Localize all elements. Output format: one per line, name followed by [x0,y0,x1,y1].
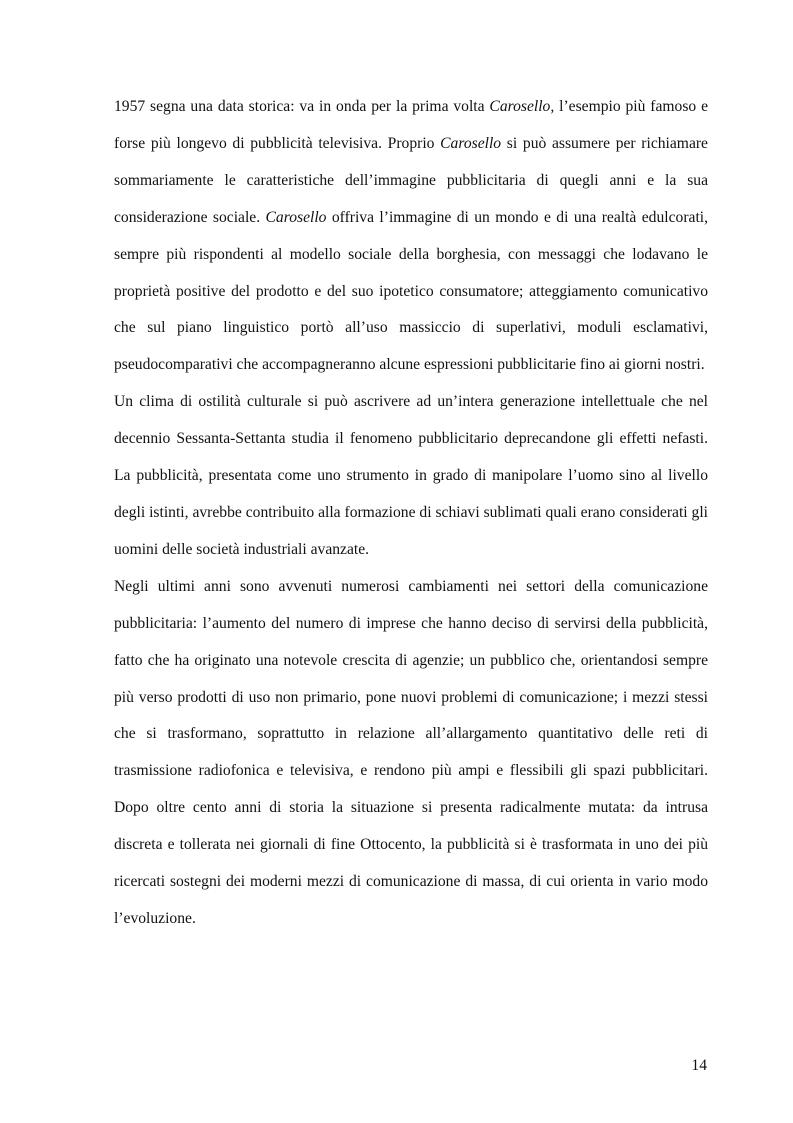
italic-title-carosello: Carosello [265,208,327,226]
body-text [114,89,708,938]
page-number: 14 [691,1057,707,1074]
text-run: l’esempio più famoso e forse più longevo di pubblicità televisiva. Proprio [114,98,708,152]
paragraph-ostilita-culturale [114,384,708,569]
text-run: si può assumere per richiamare sommariamente le caratteristiche dell’immagine pubblicitaria di quegli anni e la sua considerazione sociale. [114,134,708,226]
italic-title-carosello: Carosello, [489,98,555,115]
paragraph-cambiamenti [114,569,708,938]
text-run: Negli ultimi anni sono avvenuti numerosi cambiamenti nei settori della comunicazione pubblicitaria: l’aumento del numero di imprese che hanno deciso di servirsi della pubblicità, fatto che ha originato una notevole crescita di agenzie; un pubblico che, orientandosi sempre più verso prodotti di uso non primario, pone nuovi problemi di comunicazione; i mezzi stessi che si trasformano, soprattutto in relazione all’allargamento quantitativo delle reti di trasmissione radiofonica e televisiva, e rendono più ampi e flessibili gli spazi pubblicitari. Dopo oltre cento anni di storia la situazione si presenta radicalmente mutata: da intrusa discreta e tollerata nei giornali di fine Ottocento, la pubblicità si è trasformata in uno dei più ricercati sostegni dei moderni mezzi di comunicazione di massa, di cui orienta in vario modo l’evoluzione. [114,577,708,927]
italic-title-carosello: Carosello [440,134,502,152]
text-run: Un clima di ostilità culturale si può ascrivere ad un’intera generazione intellettuale che nel decennio Sessanta-Settanta studia il fenomeno pubblicitario deprecandone gli effetti nefasti. La pubblicità, presentata come uno strumento in grado di manipolare l’uomo sino al livello degli istinti, avrebbe contribuito alla formazione di schiavi sublimati quali erano considerati gli uomini delle società industriali avanzate. [114,393,708,558]
text-run: offriva l’immagine di un mondo e di una realtà edulcorati, sempre più rispondenti al modello sociale della borghesia, con messaggi che lodavano le proprietà positive del prodotto e del suo ipotetico consumatore; atteggiamento comunicativo che sul piano linguistico portò all’uso massiccio di superlativi, moduli esclamativi, pseudocomparativi che accompagneranno alcune espressioni pubblicitarie fino ai giorni nostri. [114,208,709,374]
text-run: 1957 segna una data storica: va in onda per la prima volta [114,98,490,115]
paragraph-carosello [114,89,708,384]
